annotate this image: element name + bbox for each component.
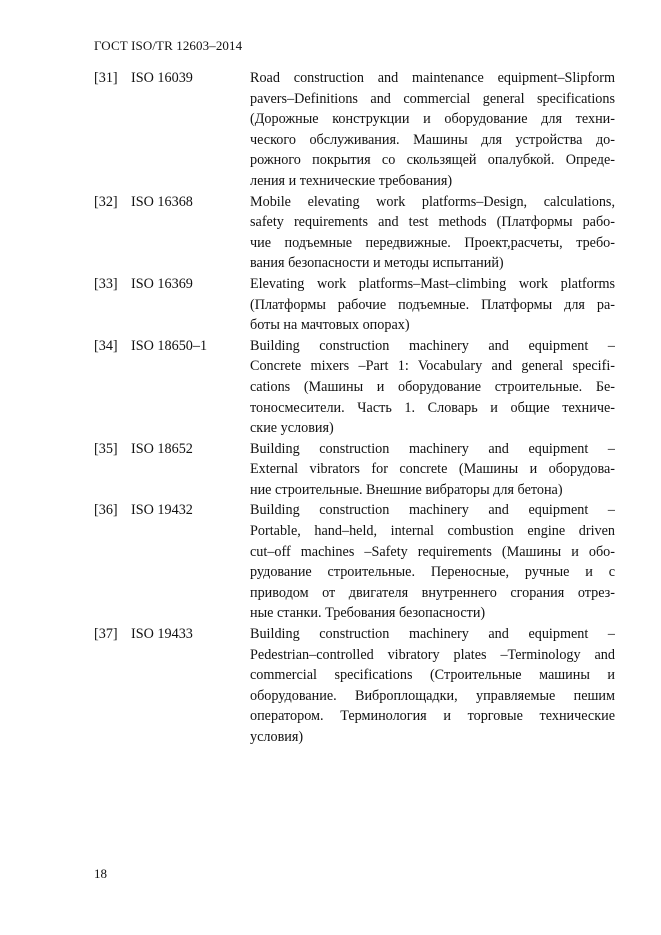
reference-title-line: тоносмесители. Часть 1. Словарь и общие техниче- [250,399,615,416]
reference-code: ISO 18652 [131,440,193,457]
reference-entry [94,500,615,624]
reference-title-line: рудование строительные. Переносные, ручные и с [250,564,615,581]
reference-title-line: safety requirements and test methods (Платформы рабо- [250,214,615,231]
reference-title-line: Building construction machinery and equipment – [250,502,615,519]
reference-title-line: ние строительные. Внешние вибраторы для бетона) [250,481,563,498]
reference-entry [94,192,615,274]
reference-title [250,624,615,748]
reference-number: [36] [94,502,118,519]
reference-code: ISO 16369 [131,275,193,292]
reference-code: ISO 16039 [131,70,193,86]
reference-entry [94,624,615,748]
reference-entry [94,439,615,501]
reference-title-line: ления и технические требования) [250,172,453,189]
reference-number: [37] [94,626,118,643]
reference-title-line: pavers–Definitions and commercial general specifications [250,90,615,107]
reference-title-line: commercial specifications (Строительные машины и [250,667,615,684]
reference-entry [94,68,615,192]
reference-title-line: Elevating work platforms–Mast–climbing work platforms [250,275,615,292]
reference-title [250,439,615,501]
reference-title-line: (Дорожные конструкции и оборудование для техни- [250,111,615,128]
reference-title-line: чие подъемные передвижные. Проект,расчеты, требо- [250,234,615,251]
reference-code: ISO 18650–1 [131,337,208,354]
reference-title-line: Building construction machinery and equipment – [250,626,615,643]
reference-title [250,192,615,274]
reference-title-line: боты на мачтовых опорах) [250,317,410,334]
reference-list [94,68,615,748]
reference-title [250,336,615,439]
reference-title-line: ные станки. Требования безопасности) [250,605,486,622]
reference-title-line: оборудование. Виброплощадки, управляемые пешим [250,687,615,704]
reference-title-line: оператором. Терминология и торговые технические [250,708,615,725]
reference-number: [31] [94,70,118,86]
reference-title-line: Building construction machinery and equipment – [250,337,615,354]
reference-title-line: Portable, hand–held, internal combustion engine driven [250,523,615,540]
reference-title-line: Pedestrian–controlled vibratory plates –Terminology and [250,646,615,663]
reference-title-line: Concrete mixers –Part 1: Vocabulary and general specifi- [250,358,615,375]
reference-code: ISO 19432 [131,502,193,519]
reference-number: [34] [94,337,118,354]
page-number: 18 [94,866,107,881]
reference-title-line: (Платформы рабочие подъемные. Платформы для ра- [250,296,615,313]
page-header: ГОСТ ISO/TR 12603–2014 [94,38,243,53]
reference-title-line: External vibrators for concrete (Машины и оборудова- [250,461,615,478]
reference-title-line: ческого обслуживания. Машины для устройства до- [250,131,615,148]
reference-title-line: вания безопасности и методы испытаний) [250,255,504,272]
reference-title-line: ские условия) [250,420,334,437]
reference-title-line: cut–off machines –Safety requirements (Машины и обо- [250,543,615,560]
reference-title-line: Road construction and maintenance equipment–Slipform [250,70,615,86]
reference-title [250,500,615,624]
reference-entry [94,336,615,439]
reference-title [250,68,615,192]
reference-number: [32] [94,193,118,210]
reference-title-line: Mobile elevating work platforms–Design, calculations, [250,193,615,210]
reference-title-line: приводом от двигателя внутреннего сгорания отрез- [250,584,615,601]
reference-code: ISO 16368 [131,193,193,210]
reference-entry [94,274,615,336]
reference-number: [33] [94,275,118,292]
reference-title-line: условия) [250,729,304,745]
reference-title-line: Building construction machinery and equipment – [250,440,615,457]
reference-title-line: рожного покрытия со скользящей опалубкой. Опреде- [250,152,615,169]
reference-title [250,274,615,336]
reference-code: ISO 19433 [131,626,193,643]
reference-title-line: cations (Машины и оборудование строительные. Бе- [250,378,615,395]
reference-number: [35] [94,440,118,457]
